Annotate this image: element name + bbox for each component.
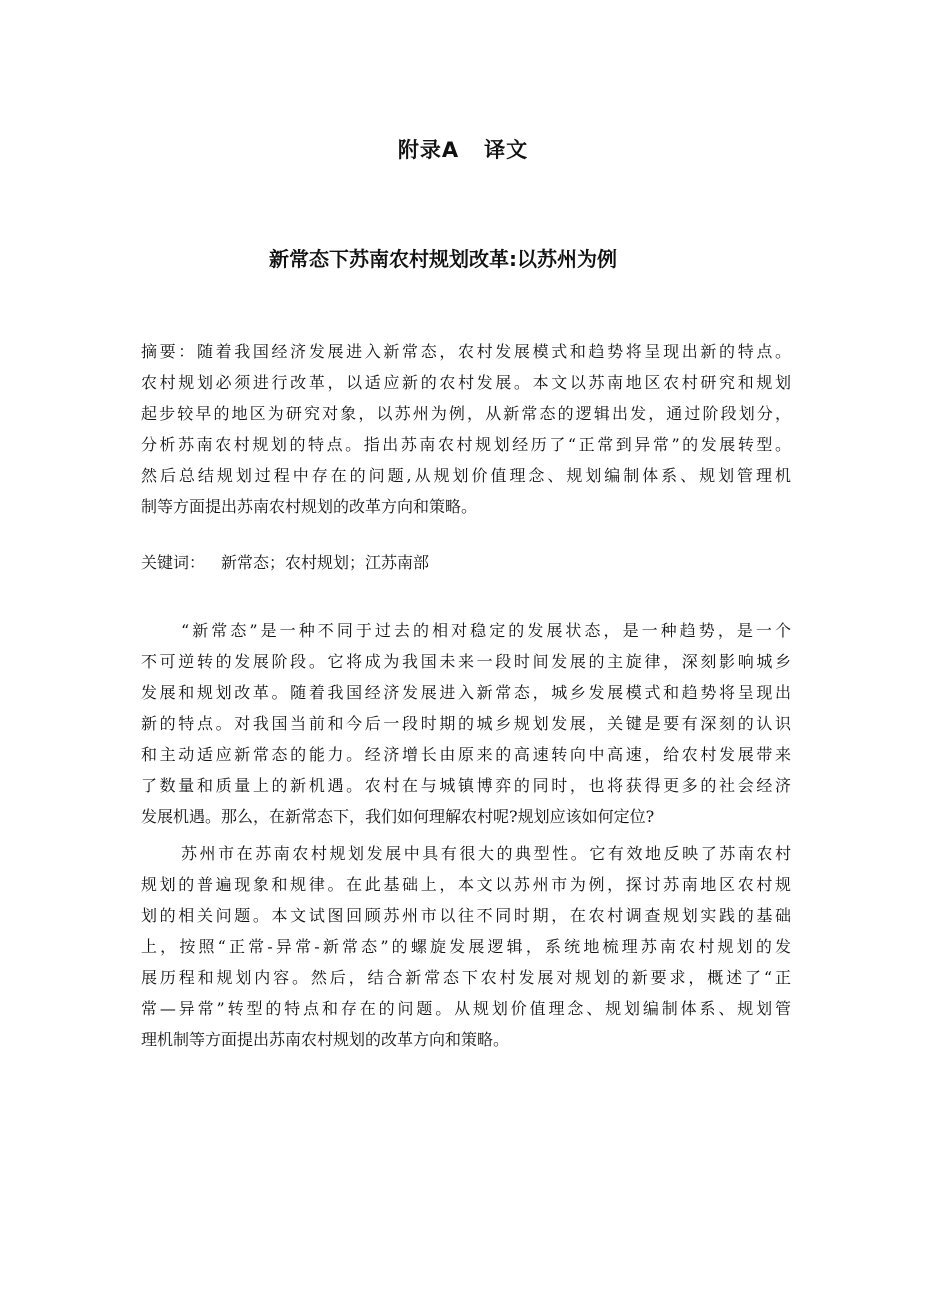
abstract-line: 分析苏南农村规划的特点。指出苏南农村规划经历了“正常到异常”的发展转型。 xyxy=(141,435,791,454)
abstract-line: 摘要：随着我国经济发展进入新常态，农村发展模式和趋势将呈现出新的特点。 xyxy=(141,342,791,361)
paragraph-2-line: 理机制等方面提出苏南农村规划的改革方向和策略。 xyxy=(141,1030,510,1049)
paragraph-2-line: 展历程和规划内容。然后，结合新常态下农村发展对规划的新要求，概述了“正 xyxy=(141,968,791,987)
paragraph-2-line: 上，按照“正常-异常-新常态”的螺旋发展逻辑，系统地梳理苏南农村规划的发 xyxy=(141,937,791,956)
paper-title: 新常态下苏南农村规划改革:以苏州为例 xyxy=(269,247,617,271)
keywords-value: 新常态；农村规划；江苏南部 xyxy=(221,553,430,572)
paragraph-2-line: 划的相关问题。本文试图回顾苏州市以往不同时期，在农村调查规划实践的基础 xyxy=(141,906,791,925)
paragraph-1-line: 了数量和质量上的新机遇。农村在与城镇博弈的同时，也将获得更多的社会经济 xyxy=(141,776,791,795)
paragraph-1-line: 发展和规划改革。随着我国经济发展进入新常态，城乡发展模式和趋势将呈现出 xyxy=(141,683,791,702)
abstract-line: 然后总结规划过程中存在的问题,从规划价值理念、规划编制体系、规划管理机 xyxy=(141,466,791,485)
keywords xyxy=(141,552,429,574)
appendix-title: 附录A 译文 xyxy=(397,138,529,162)
keywords-label: 关键词： xyxy=(141,553,206,572)
paragraph-2-line: 苏州市在苏南农村规划发展中具有很大的典型性。它有效地反映了苏南农村 xyxy=(181,844,791,863)
paragraph-1-line: 不可逆转的发展阶段。它将成为我国未来一段时间发展的主旋律，深刻影响城乡 xyxy=(141,652,791,671)
abstract-line: 起步较早的地区为研究对象，以苏州为例，从新常态的逻辑出发，通过阶段划分， xyxy=(141,404,791,423)
paragraph-2-line: 规划的普遍现象和规律。在此基础上，本文以苏州市为例，探讨苏南地区农村规 xyxy=(141,875,791,894)
abstract-line: 制等方面提出苏南农村规划的改革方向和策略。 xyxy=(141,497,478,516)
paragraph-1-line: 新的特点。对我国当前和今后一段时期的城乡规划发展，关键是要有深刻的认识 xyxy=(141,714,791,733)
paragraph-1-line: “新常态”是一种不同于过去的相对稳定的发展状态，是一种趋势，是一个 xyxy=(181,621,791,640)
paragraph-1-line: 发展机遇。那么，在新常态下，我们如何理解农村呢?规划应该如何定位? xyxy=(141,807,655,826)
paragraph-2-line: 常—异常”转型的特点和存在的问题。从规划价值理念、规划编制体系、规划管 xyxy=(141,999,791,1018)
abstract-line: 农村规划必须进行改革，以适应新的农村发展。本文以苏南地区农村研究和规划 xyxy=(141,373,791,392)
paragraph-1-line: 和主动适应新常态的能力。经济增长由原来的高速转向中高速，给农村发展带来 xyxy=(141,745,791,764)
